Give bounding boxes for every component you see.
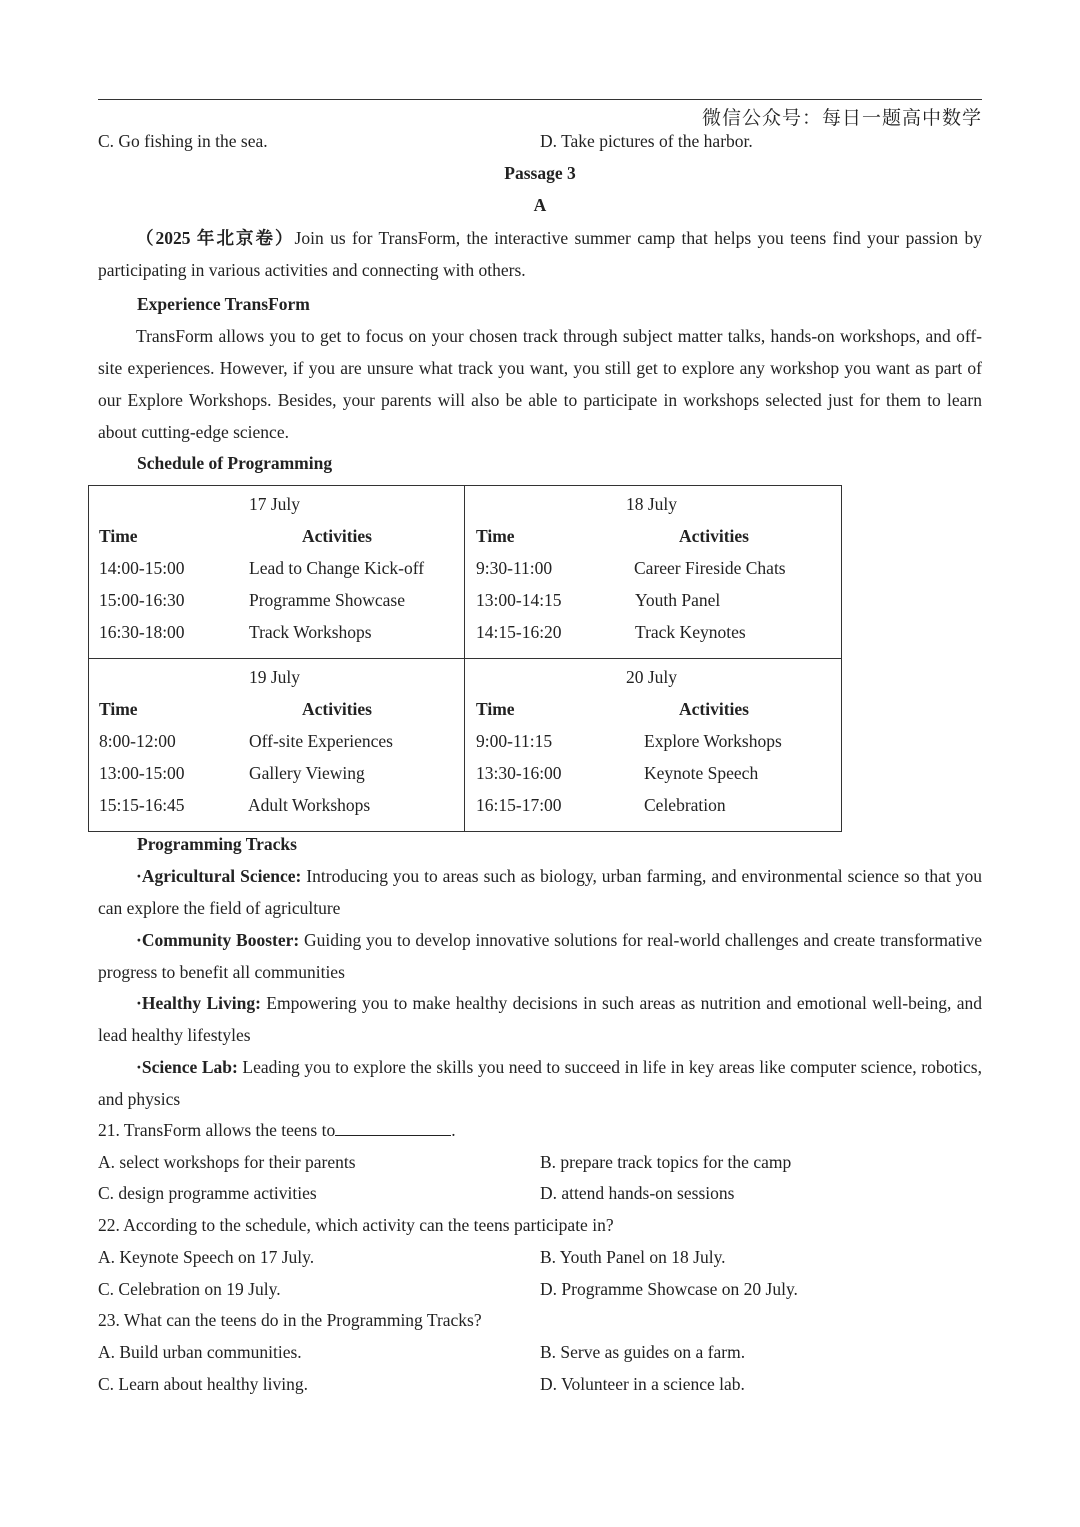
experience-paragraph: TransForm allows you to get to focus on your chosen track through subject matter talks, hands-on workshops, and off-site experiences. However, if you are unsure what track you want, you still get to explore any workshop you want as part of our Explore Workshops. Besides, your parents will also be able to participate in workshops selected just for them to learn about cutting-edge science. (98, 326, 982, 442)
track-name: ·Healthy Living: (136, 993, 261, 1013)
question-text: 21. TransForm allows the teens to (98, 1120, 336, 1140)
schedule-time: 13:00-14:15 (476, 590, 562, 610)
table-divider-horizontal (89, 658, 841, 659)
prev-option-d: D. Take pictures of the harbor. (540, 131, 753, 151)
tracks-heading: Programming Tracks (137, 834, 297, 854)
time-header: Time (99, 526, 138, 546)
schedule-time: 9:00-11:15 (476, 731, 553, 751)
track-description: Empowering you to make healthy decisions in such areas as nutrition and emotional well-being, and lead healthy lifestyles (98, 993, 982, 1045)
track-description: Guiding you to develop innovative solutions for real-world challenges and create transformative progress to benefit all communities (98, 930, 982, 982)
option-b: B. Serve as guides on a farm. (540, 1342, 746, 1362)
option-c: C. Learn about healthy living. (98, 1374, 308, 1394)
question-stem: 22. According to the schedule, which activity can the teens participate in? (98, 1215, 614, 1235)
source-tag: （2025 年北京卷） (136, 228, 295, 248)
intro-text: Join us for TransForm, the interactive summer camp that helps you teens find your passion by participating in various activities and connecting with others. (98, 228, 982, 280)
track-name: ·Community Booster: (136, 930, 300, 950)
schedule-activity: Youth Panel (635, 590, 721, 610)
day-date: 17 July (249, 494, 301, 514)
option-d: D. Volunteer in a science lab. (540, 1374, 745, 1394)
option-d: D. attend hands-on sessions (540, 1183, 735, 1203)
option-a: A. select workshops for their parents (98, 1152, 356, 1172)
option-c: C. design programme activities (98, 1183, 317, 1203)
schedule-time: 9:30-11:00 (476, 558, 553, 578)
schedule-time: 15:15-16:45 (99, 795, 185, 815)
track-description: Leading you to explore the skills you need to succeed in life in key areas like computer science, robotics, and physics (98, 1057, 982, 1109)
schedule-time: 16:30-18:00 (99, 622, 185, 642)
prev-option-c: C. Go fishing in the sea. (98, 131, 268, 151)
schedule-activity: Gallery Viewing (249, 763, 365, 783)
activities-header: Activities (302, 526, 372, 546)
schedule-activity: Track Workshops (249, 622, 372, 642)
passage-title: Passage 3 (504, 163, 576, 183)
option-b: B. prepare track topics for the camp (540, 1152, 792, 1172)
schedule-time: 14:15-16:20 (476, 622, 562, 642)
schedule-time: 13:00-15:00 (99, 763, 185, 783)
experience-heading: Experience TransForm (137, 294, 310, 314)
day-date: 20 July (626, 667, 678, 687)
track-item (98, 924, 982, 988)
schedule-time: 14:00-15:00 (99, 558, 185, 578)
option-a: A. Keynote Speech on 17 July. (98, 1247, 315, 1267)
time-header: Time (99, 699, 138, 719)
header-rule (98, 99, 982, 100)
question-stem (98, 1120, 456, 1141)
option-c: C. Celebration on 19 July. (98, 1279, 281, 1299)
track-item (98, 860, 982, 924)
schedule-activity: Track Keynotes (635, 622, 746, 642)
schedule-time: 15:00-16:30 (99, 590, 185, 610)
track-description: Introducing you to areas such as biology, urban farming, and environmental science so that you can explore the field of agriculture (98, 866, 982, 918)
schedule-activity: Adult Workshops (248, 795, 371, 815)
day-date: 19 July (249, 667, 301, 687)
track-name: ·Science Lab: (136, 1057, 238, 1077)
answer-blank (335, 1121, 451, 1136)
activities-header: Activities (302, 699, 372, 719)
schedule-activity: Programme Showcase (249, 590, 406, 610)
option-d: D. Programme Showcase on 20 July. (540, 1279, 798, 1299)
question-end: . (451, 1120, 456, 1140)
schedule-time: 16:15-17:00 (476, 795, 562, 815)
time-header: Time (476, 699, 515, 719)
schedule-activity: Lead to Change Kick-off (249, 558, 425, 578)
track-name: ·Agricultural Science: (136, 866, 302, 886)
passage-section: A (533, 195, 547, 215)
intro-paragraph (98, 222, 982, 286)
schedule-activity: Explore Workshops (644, 731, 782, 751)
schedule-activity: Celebration (644, 795, 726, 815)
activities-header: Activities (679, 526, 749, 546)
schedule-table (88, 485, 842, 832)
schedule-activity: Career Fireside Chats (634, 558, 786, 578)
schedule-activity: Off-site Experiences (249, 731, 393, 751)
schedule-heading: Schedule of Programming (137, 453, 333, 473)
time-header: Time (476, 526, 515, 546)
option-b: B. Youth Panel on 18 July. (540, 1247, 726, 1267)
schedule-time: 8:00-12:00 (99, 731, 176, 751)
option-a: A. Build urban communities. (98, 1342, 302, 1362)
track-item (98, 987, 982, 1051)
track-item (98, 1051, 982, 1115)
schedule-time: 13:30-16:00 (476, 763, 562, 783)
watermark-text: 微信公众号：每日一题高中数学 (701, 107, 982, 129)
schedule-activity: Keynote Speech (644, 763, 759, 783)
day-date: 18 July (626, 494, 678, 514)
question-stem: 23. What can the teens do in the Programming Tracks? (98, 1310, 482, 1330)
activities-header: Activities (679, 699, 749, 719)
